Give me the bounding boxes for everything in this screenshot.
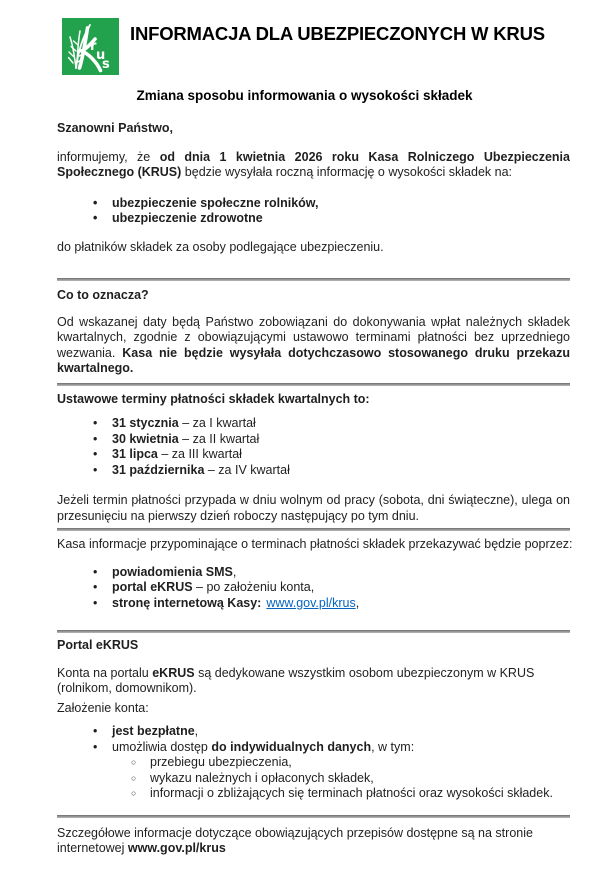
deadline-date: 31 stycznia: [112, 416, 179, 430]
intro-text-post: będzie wysyłała roczną informację o wysokości składek na:: [181, 165, 513, 179]
account-features-list: [57, 724, 570, 802]
greeting: Szanowni Państwo,: [57, 121, 173, 135]
footer-note: [57, 826, 570, 857]
reminder-rest: ,: [232, 564, 237, 579]
reminder-rest: ,: [355, 595, 360, 610]
intro-paragraph: [57, 150, 570, 181]
section-divider: [57, 278, 570, 281]
krus-logo-icon: [62, 18, 119, 75]
footer-text: Szczegółowe informacje dotyczące obowiązujących przepisów dostępne są na stronie internetowej: [57, 825, 533, 855]
section-divider: [57, 383, 570, 386]
list-item-social-insurance: • ubezpieczenie społeczne rolników,: [57, 196, 570, 212]
meaning-paragraph: [57, 315, 570, 377]
heading-portal-ekrus: Portal eKRUS: [57, 638, 139, 652]
list-item-q4-deadline: [57, 463, 570, 479]
krus-website-link[interactable]: www.gov.pl/krus: [266, 595, 356, 610]
deadline-quarter: – za II kwartał: [178, 431, 260, 446]
list-subitem-insurance-history: ○ przebiegu ubezpieczenia,: [57, 755, 570, 771]
section-divider: [57, 630, 570, 633]
svg-text:u: u: [96, 48, 106, 63]
page-title: INFORMACJA DLA UBEZPIECZONYCH W KRUS: [130, 23, 545, 44]
account-access-bold: do indywidualnych danych: [211, 739, 372, 754]
meaning-bold: Kasa nie będzie wysyłała dotychczasowo stosowanego druku przekazu kwartalnego.: [57, 345, 570, 375]
portal-bold-ekrus: eKRUS: [152, 665, 195, 680]
intro-bold-date: od dnia 1 kwietnia 2026 roku Kasa Rolniczego Ubezpieczenia Społecznego (KRUS): [57, 149, 570, 179]
portal-text: Konta na portalu: [57, 665, 153, 680]
svg-text:s: s: [102, 57, 110, 72]
portal-text-post: są dedykowane wszystkim osobom ubezpieczonym w KRUS (rolnikom, domownikom).: [57, 665, 535, 695]
reminder-channel: portal eKRUS: [112, 580, 193, 594]
deadline-quarter: – za IV kwartał: [204, 462, 290, 477]
list-item-health-insurance: • ubezpieczenie zdrowotne: [57, 211, 570, 227]
document-body: [57, 121, 573, 857]
intro-outro: do płatników składek za osoby podlegające ubezpieczeniu.: [57, 239, 384, 254]
account-access-rest: , w tym:: [371, 739, 415, 754]
krus-logo: [62, 18, 119, 75]
deadline-quarter: – za III kwartał: [157, 447, 242, 461]
footer-url: www.gov.pl/krus: [127, 841, 226, 855]
reminders-intro: Kasa informacje przypominające o terminach płatności składek przekazywać będzie poprzez:: [57, 537, 573, 551]
list-item-ekrus-portal: [57, 580, 570, 596]
reminder-channel: powiadomienia SMS: [112, 564, 233, 579]
deadline-quarter: – za I kwartał: [178, 416, 256, 430]
heading-meaning: Co to oznacza?: [57, 288, 149, 302]
list-item-q1-deadline: [57, 416, 570, 432]
account-access-pre: umożliwia dostęp: [112, 739, 212, 754]
meaning-text: Od wskazanej daty będą Państwo zobowiązani do dokonywania wpłat należnych składek kwartalnych, zgodnie z obowiązującymi ustawowo terminami płatności bez uprzedniego wezwania.: [57, 314, 570, 360]
deadline-date: 30 kwietnia: [112, 431, 179, 446]
list-item-access: [57, 740, 570, 756]
list-item-sms: [57, 565, 570, 581]
reminders-list: [57, 565, 570, 612]
list-subitem-contributions: ○ wykazu należnych i opłaconych składek,: [57, 771, 570, 787]
account-intro: Założenie konta:: [57, 700, 149, 715]
account-free-bold: jest bezpłatne: [112, 724, 195, 738]
section-divider: [57, 528, 570, 531]
deadline-date: 31 października: [112, 462, 205, 477]
list-item-q2-deadline: [57, 432, 570, 448]
deadlines-list: [57, 416, 570, 478]
list-item-q3-deadline: [57, 447, 570, 463]
svg-text:r: r: [90, 39, 97, 54]
list-item-website: [57, 596, 570, 612]
list-item-free: [57, 724, 570, 740]
insurance-types-list: [57, 196, 570, 227]
heading-deadlines: Ustawowe terminy płatności składek kwartalnych to:: [57, 391, 370, 406]
document-subtitle: Zmiana sposobu informowania o wysokości składek: [136, 88, 473, 103]
holiday-note: Jeżeli termin płatności przypada w dniu wolnym od pracy (sobota, dni świąteczne), ulega on przesunięciu na pierwszy dzień roboczy następujący po tym dniu.: [57, 493, 570, 523]
list-subitem-upcoming-deadlines: ○ informacji o zbliżających się terminach płatności oraz wysokości składek.: [57, 786, 570, 802]
intro-text: informujemy, że: [57, 149, 160, 164]
account-free-rest: ,: [194, 724, 199, 738]
section-divider: [57, 815, 570, 818]
reminder-channel: stronę internetową Kasy:: [112, 595, 262, 610]
deadline-date: 31 lipca: [112, 447, 158, 461]
reminder-rest: – po założeniu konta,: [192, 580, 315, 594]
portal-paragraph: [57, 666, 570, 697]
